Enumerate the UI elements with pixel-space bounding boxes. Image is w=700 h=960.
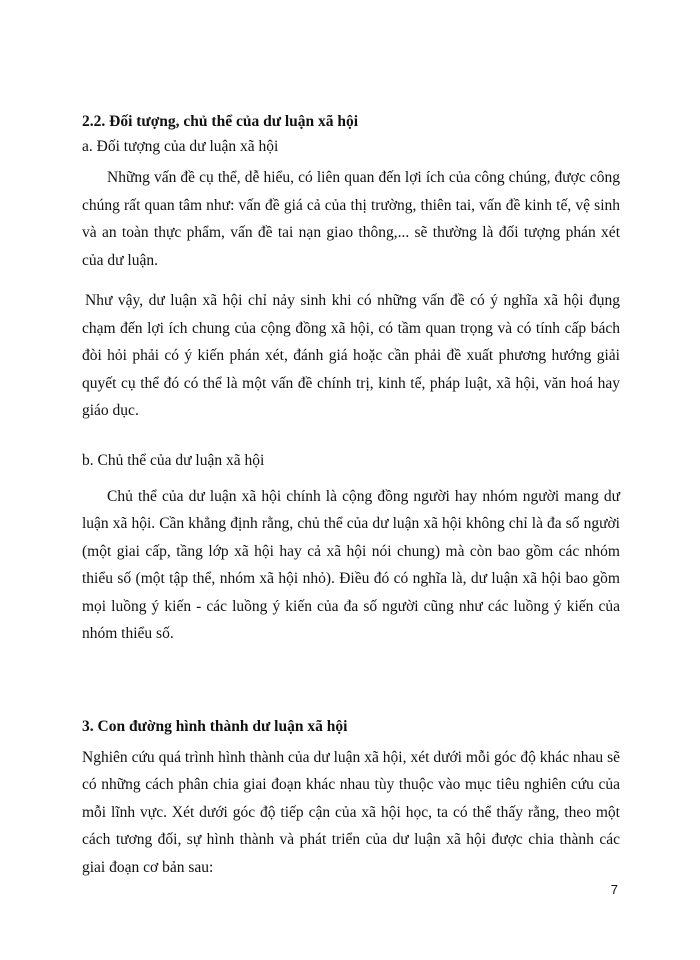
section-3-heading: 3. Con đường hình thành dư luận xã hội	[82, 717, 348, 735]
paragraph-3-1: Nghiên cứu quá trình hình thành của dư luận xã hội, xét dưới mỗi góc độ khác nhau sẽ có những cách phân chia giai đoạn khác nhau tùy thuộc vào mục tiêu nghiên cứu của mỗi lĩnh vực. Xét dưới góc độ tiếp cận của xã hội học, ta có thể thấy rằng, theo một cách tương đối, sự hình thành và phát triển của dư luận xã hội được chia thành các giai đoạn cơ bản sau:	[82, 748, 620, 876]
page-number: 7	[610, 882, 618, 897]
subsection-a-heading: a. Đối tượng của dư luận xã hội	[82, 138, 279, 155]
paragraph-a-2: Như vậy, dư luận xã hội chỉ nảy sinh khi có những vấn đề có ý nghĩa xã hội đụng chạm đến lợi ích chung của cộng đồng xã hội, có tầm quan trọng và có tính cấp bách đòi hỏi phải có ý kiến phán xét, đánh giá hoặc cần phải đề xuất phương hướng giải quyết cụ thể đó có thể là một vấn đề chính trị, kinh tế, pháp luật, xã hội, văn hoá hay giáo dục.	[82, 292, 620, 419]
section-2-2-heading: 2.2. Đối tượng, chủ thể của dư luận xã hội	[82, 113, 359, 130]
page-content	[82, 110, 620, 881]
subsection-b-heading: b. Chủ thể của dư luận xã hội	[82, 451, 265, 469]
paragraph-b-1: Chủ thể của dư luận xã hội chính là cộng đồng người hay nhóm người mang dư luận xã hội. Cần khẳng định rằng, chủ thể của dư luận xã hội không chỉ là đa số người (một giai cấp, tầng lớp xã hội hay cả xã hội nói chung) mà còn bao gồm các nhóm thiểu số (một tập thể, nhóm xã hội nhỏ). Điều đó có nghĩa là, dư luận xã hội bao gồm mọi luồng ý kiến - các luồng ý kiến của đa số người cũng như các luồng ý kiến của nhóm thiểu số.	[82, 487, 620, 642]
paragraph-a-1: Những vấn đề cụ thể, dễ hiểu, có liên quan đến lợi ích của công chúng, được công chúng rất quan tâm như: vấn đề giá cả của thị trường, thiên tai, vấn đề kinh tế, vệ sinh và an toàn thực phẩm, vấn đề tai nạn giao thông,... sẽ thường là đối tượng phán xét của dư luận.	[82, 169, 620, 269]
